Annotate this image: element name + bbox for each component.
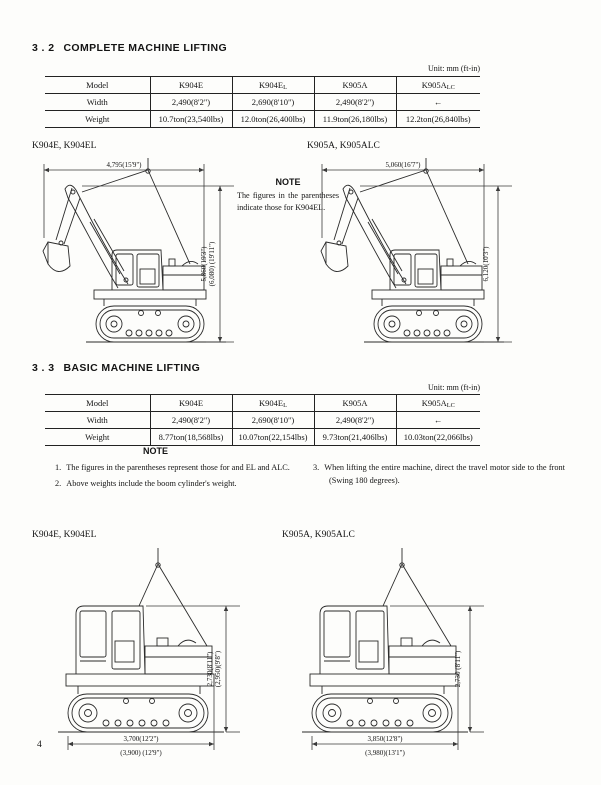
width-value-ditto-arrow: ← <box>396 412 480 429</box>
row-label-weight: Weight <box>45 111 150 128</box>
model-suffix: L <box>283 83 287 91</box>
page-number: 4 <box>37 740 42 750</box>
figure-caption-k904e-complete: K904E, K904EL <box>32 141 97 151</box>
basic-machine-lifting-table <box>45 394 480 446</box>
table-row <box>45 395 480 412</box>
table-row <box>45 412 480 429</box>
model-name: K905A <box>421 397 447 408</box>
height-dimension-label: 2,730 (8'11") <box>454 650 462 688</box>
note-title: NOTE <box>275 177 301 187</box>
model-suffix: LC <box>446 83 455 91</box>
row-label-width: Width <box>45 412 150 429</box>
weight-value: 10.03ton(22,066lbs) <box>396 429 480 446</box>
note-number: 1. <box>55 463 62 472</box>
width-value-ditto-arrow: ← <box>396 94 480 111</box>
notes-section <box>55 446 567 494</box>
width-dimension-label: 5,060(16'7") <box>385 161 421 169</box>
row-label-model: Model <box>86 398 109 408</box>
table-row <box>45 111 480 128</box>
width-dimension-label: 4,795(15'9") <box>106 161 142 169</box>
complete-machine-lifting-table <box>45 76 480 128</box>
model-name: K904E <box>259 79 284 90</box>
weight-value: 9.73ton(21,406lbs) <box>314 429 396 446</box>
section-title: BASIC MACHINE LIFTING <box>63 362 201 374</box>
model-k904el <box>232 77 314 94</box>
table-row <box>45 77 480 94</box>
model-name: K905A <box>342 79 368 90</box>
note-text: The figures in the parentheses indicate those for K904EL. <box>237 191 339 213</box>
table-row <box>45 429 480 446</box>
weight-value: 8.77ton(18,568lbs) <box>150 429 232 446</box>
model-name: K904E <box>178 79 204 90</box>
section-title: COMPLETE MACHINE LIFTING <box>63 42 228 54</box>
figure-basic-lifting-k904e <box>40 544 252 758</box>
width-value: 2,690(8'10") <box>232 412 314 429</box>
note-number: 3. <box>313 463 320 472</box>
section-number: 3 . 2 <box>32 42 55 54</box>
figure-caption-k905a-complete: K905A, K905ALC <box>307 141 380 151</box>
note-item-1 <box>55 461 305 474</box>
height-dimension-label: 2,730(8'11") <box>206 651 214 687</box>
model-name: K905A <box>342 397 368 408</box>
model-name: K905A <box>421 79 447 90</box>
height-dimension-label: 6,120(10'3") <box>482 246 490 282</box>
note-text: Above weights include the boom cylinder's weight. <box>66 479 237 489</box>
model-name: K904E <box>259 397 284 408</box>
section-32-heading <box>32 42 227 54</box>
height-dimension-label: 5,860(19'3") <box>200 246 208 282</box>
length-dimension-label-alt: (3,980)(13'1") <box>365 749 405 757</box>
model-k905a <box>314 395 396 412</box>
weight-value: 11.9ton(26,180lbs) <box>314 111 396 128</box>
note-text: The figures in the parentheses represent those for and EL and ALC. <box>66 463 290 472</box>
length-dimension-label-alt: (3,900) (12'9") <box>120 749 162 757</box>
section-33-heading <box>32 362 200 374</box>
model-k905a <box>314 77 396 94</box>
length-dimension-label: 3,700(12'2") <box>123 735 159 743</box>
weight-value: 12.2ton(26,840lbs) <box>396 111 480 128</box>
note-title: NOTE <box>143 446 169 456</box>
width-value: 2,490(8'2") <box>314 94 396 111</box>
figure-complete-lifting-k904e <box>36 156 244 348</box>
model-k904e <box>150 395 232 412</box>
row-label-model: Model <box>86 80 109 90</box>
unit-note-32: Unit: mm (ft-in) <box>428 64 480 73</box>
width-value: 2,690(8'10") <box>232 94 314 111</box>
height-dimension-label-alt: (6,080) (19'11") <box>208 241 216 287</box>
row-label-weight: Weight <box>45 429 150 446</box>
section-number: 3 . 3 <box>32 362 55 374</box>
unit-note-33: Unit: mm (ft-in) <box>428 383 480 392</box>
weight-value: 10.07ton(22,154lbs) <box>232 429 314 446</box>
height-dimension-label-alt: (2,950)(9'8") <box>214 650 222 688</box>
width-value: 2,490(8'2") <box>150 94 232 111</box>
row-label-width: Width <box>45 94 150 111</box>
table-row <box>45 94 480 111</box>
width-value: 2,490(8'2") <box>314 412 396 429</box>
model-k904e <box>150 77 232 94</box>
base-machine-side-view-drawing <box>302 548 468 732</box>
weight-value: 12.0ton(26,400lbs) <box>232 111 314 128</box>
model-k905alc <box>396 77 480 94</box>
figure-caption-k904e-basic: K904E, K904EL <box>32 530 97 540</box>
figure-complete-lifting-k905a <box>314 156 522 348</box>
model-suffix: L <box>283 401 287 409</box>
base-machine-side-view-drawing <box>58 548 224 732</box>
model-k904el <box>232 395 314 412</box>
note-number: 2. <box>55 479 62 489</box>
model-name: K904E <box>178 397 204 408</box>
figure-basic-lifting-k905a <box>284 544 496 758</box>
note-item-2 <box>55 477 305 490</box>
notes-right-column <box>313 461 565 494</box>
model-suffix: LC <box>446 401 455 409</box>
model-k905alc <box>396 395 480 412</box>
note-text: When lifting the entire machine, direct the travel motor side to the front (Swing 180 degrees). <box>324 463 565 486</box>
notes-left-column <box>55 461 305 494</box>
note-item-3 <box>313 461 565 488</box>
weight-value: 10.7ton(23,540lbs) <box>150 111 232 128</box>
width-value: 2,490(8'2") <box>150 412 232 429</box>
length-dimension-label: 3,850(12'8") <box>367 735 403 743</box>
figure-caption-k905a-basic: K905A, K905ALC <box>282 530 355 540</box>
